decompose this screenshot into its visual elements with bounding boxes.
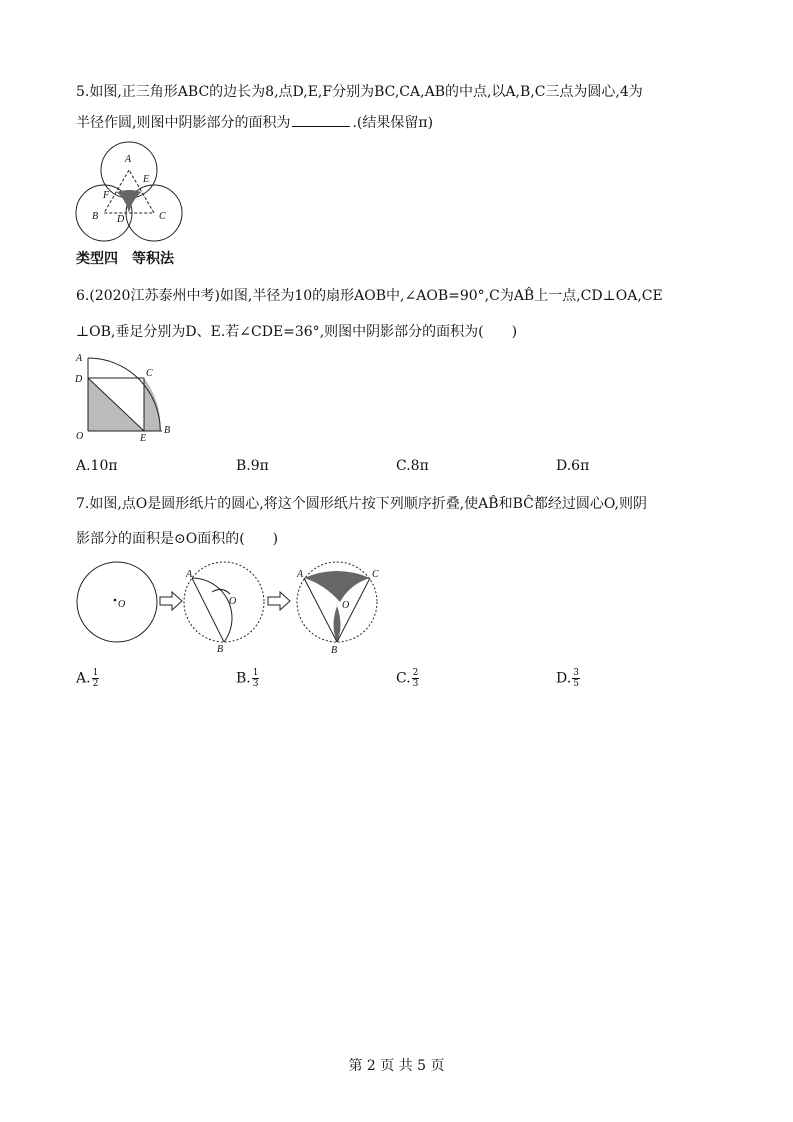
q7-option-c-den: 3	[412, 679, 419, 689]
q7-option-d-prefix: D.	[556, 670, 572, 687]
q7-option-d-fraction	[572, 668, 580, 689]
q5-label-a: A	[125, 154, 132, 165]
q7-option-b	[236, 668, 259, 689]
q7-stage2-chord	[192, 578, 224, 642]
q7-stage2-label-o: O	[229, 596, 237, 607]
q7-line1: 7.如图,点O是圆形纸片的圆心,将这个圆形纸片按下列顺序折叠,使AB̂和BĈ都经过圆心O,则阴	[76, 496, 647, 512]
q7-option-b-den: 3	[252, 679, 259, 689]
q5-shaded-region	[117, 190, 142, 213]
q6-option-b: B.9π	[236, 458, 269, 474]
q7-option-a-num: 1	[92, 668, 99, 678]
q5-line2-pre: 半径作圆,则图中阴影部分的面积为	[76, 115, 291, 131]
q7-stage2-label-a: A	[186, 569, 193, 580]
q7-option-a-prefix: A.	[76, 670, 91, 687]
q7-stage2-fold-arc	[192, 578, 232, 642]
q5-circle-a	[101, 142, 157, 198]
q5-label-d: D	[117, 214, 125, 225]
q7-stage3-label-c: C	[372, 569, 379, 580]
page-footer: 第 2 页 共 5 页	[348, 1058, 445, 1074]
q7-stage2-circle	[184, 562, 264, 642]
q7-option-b-prefix: B.	[236, 670, 251, 687]
q7-stage3-label-b: B	[331, 645, 338, 656]
q7-stage1-center	[114, 599, 117, 602]
q5-line1: 5.如图,正三角形ABC的边长为8,点D,E,F分别为BC,CA,AB的中点,以A,B,C三点为圆心,4为	[76, 84, 643, 100]
q7-option-c-prefix: C.	[396, 670, 411, 687]
q6-label-b: B	[164, 425, 171, 436]
q5-line2	[76, 112, 433, 133]
q7-stage3-label-o: O	[342, 600, 350, 611]
q6-option-d: D.6π	[556, 458, 590, 474]
q7-line2: 影部分的面积是⊙O面积的( )	[76, 531, 279, 547]
section4-title: 类型四 等积法	[76, 251, 174, 267]
q7-stage3-label-a: A	[297, 569, 304, 580]
q6-line1: 6.(2020江苏泰州中考)如图,半径为10的扇形AOB中,∠AOB=90°,C为AB̂上一点,CD⊥OA,CE	[76, 288, 663, 304]
q6-label-c: C	[146, 368, 153, 379]
q7-option-c-num: 2	[412, 668, 419, 678]
q5-label-e: E	[143, 174, 150, 185]
q7-option-c-fraction	[412, 668, 420, 689]
q6-label-o: O	[76, 431, 84, 442]
q7-option-b-num: 1	[252, 668, 259, 678]
q7-option-c	[396, 668, 419, 689]
q7-option-d	[556, 668, 580, 689]
q6-label-e: E	[140, 433, 147, 442]
q7-figure	[72, 556, 392, 664]
q5-label-c: C	[159, 211, 166, 222]
q7-stage1-circle	[77, 562, 157, 642]
q5-label-b: B	[92, 211, 99, 222]
q7-option-b-fraction	[252, 668, 260, 689]
q5-figure	[72, 138, 192, 248]
q7-arrow1-icon	[160, 592, 182, 610]
q7-stage1-label-o: O	[118, 599, 126, 610]
q5-line2-post: .(结果保留π)	[352, 115, 434, 131]
q7-option-a-fraction	[92, 668, 100, 689]
q6-option-a: A.10π	[76, 458, 118, 474]
q5-answer-blank	[292, 112, 350, 127]
q7-option-d-num: 3	[573, 668, 579, 678]
q6-option-c: C.8π	[396, 458, 429, 474]
q6-shaded-segment	[144, 378, 160, 431]
q6-label-d: D	[75, 374, 83, 385]
q5-label-f: F	[103, 190, 110, 201]
q7-arrow2-icon	[268, 592, 290, 610]
q7-option-d-den: 5	[573, 679, 579, 689]
q7-stage2-label-b: B	[217, 644, 224, 655]
q7-option-a-den: 2	[92, 679, 99, 689]
q7-option-a	[76, 668, 99, 689]
q6-label-a: A	[76, 353, 83, 364]
q6-figure	[72, 350, 182, 446]
q6-line2: ⊥OB,垂足分别为D、E.若∠CDE=36°,则图中阴影部分的面积为( )	[76, 324, 518, 340]
